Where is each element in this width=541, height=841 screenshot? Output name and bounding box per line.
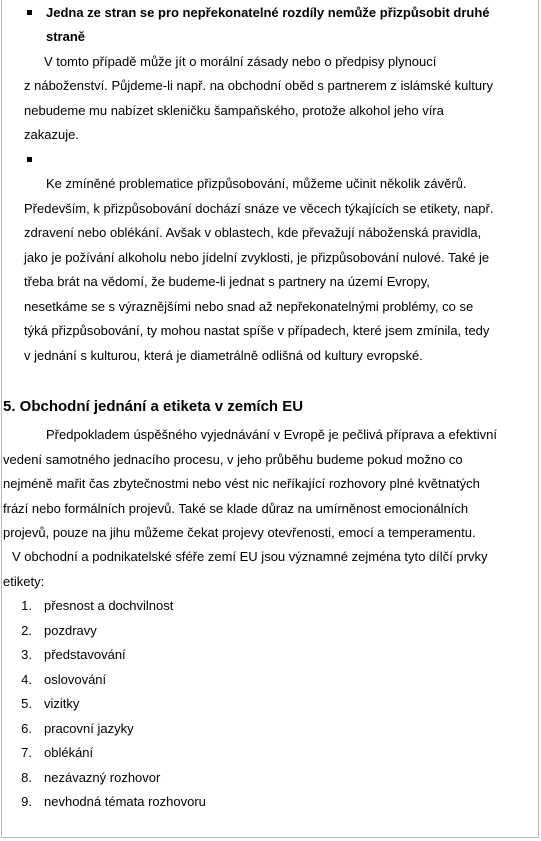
list-item — [8, 745, 93, 761]
list-item-text: vizitky — [44, 696, 80, 711]
list-item-text: představování — [44, 647, 126, 662]
list-item-number: 4. — [21, 671, 32, 687]
section5-line-3: nejméně mařit čas zbytečnostmi nebo vést nic neříkající rozhovory plné květnatých — [3, 476, 480, 491]
list-item — [8, 794, 206, 810]
list-item — [8, 672, 106, 688]
bullet2-line-1: Ke zmíněné problematice přizpůsobování, můžeme učinit několik závěrů. — [46, 176, 467, 191]
section5-line-7: etikety: — [3, 574, 45, 589]
bullet2-line-2: Především, k přizpůsobování dochází snáze ve věcech týkajících se etikety, např. — [24, 201, 494, 216]
bullet1-line-3: nebudeme mu nabízet skleničku šampaňského, protože alkohol jeho víra — [24, 103, 444, 118]
document-page — [1, 0, 539, 838]
section5-line-1: Předpokladem úspěšného vyjednávání v Evropě je pečlivá příprava a efektivní — [46, 427, 497, 442]
list-item-text: přesnost a dochvilnost — [44, 598, 174, 613]
list-item-number: 3. — [21, 647, 32, 662]
bullet1-title-line2: straně — [46, 29, 86, 44]
list-item — [8, 623, 97, 639]
list-item-number: 2. — [21, 622, 32, 638]
bullet2-line-8: v jednání s kulturou, která je diametrálně odlišná od kultury evropské. — [24, 348, 423, 363]
list-item-number: 1. — [21, 598, 32, 613]
list-item-number: 8. — [21, 769, 32, 785]
list-item-text: oslovování — [44, 671, 107, 687]
list-item-text: pracovní jazyky — [44, 720, 134, 736]
bullet2-line-4: jako je požívání alkoholu nebo jídelní zvyklosti, je přizpůsobování nulové. Také je — [24, 250, 490, 265]
list-item-text: oblékání — [44, 745, 94, 760]
list-item-number: 9. — [21, 794, 32, 809]
list-item-text: nevhodná témata rozhovoru — [44, 794, 206, 809]
bullet2-line-6: nesetkáme se s výraznějšími nebo snad až nepřekonatelnými problémy, co se — [24, 299, 474, 314]
section5-line-4: frází nebo formálních projevů. Také se klade důraz na umírněnost emocionálních — [3, 501, 469, 516]
bullet2-line-7: týká přizpůsobování, ty mohou nastat spíše v případech, které jsem zmínila, tedy — [24, 323, 490, 338]
list-item-text: pozdravy — [44, 622, 97, 638]
section-heading: 5. Obchodní jednání a etiketa v zemích EU — [3, 398, 304, 415]
list-item-number: 5. — [21, 696, 32, 711]
section5-line-6: V obchodní a podnikatelské sféře zemí EU jsou významné zejména tyto dílčí prvky — [12, 549, 488, 564]
list-item — [8, 721, 134, 737]
list-item — [8, 696, 79, 712]
bullet1-line-1: V tomto případě může jít o morální zásady nebo o předpisy plynoucí — [44, 54, 437, 69]
section5-line-2: vedení samotného jednacího procesu, v jeho průběhu budeme pokud možno co — [3, 452, 463, 467]
bullet1-line-2: z náboženství. Půjdeme-li např. na obchodní oběd s partnerem z islámské kultury — [24, 78, 493, 93]
list-item-number: 6. — [21, 720, 32, 736]
list-item — [8, 647, 126, 663]
bullet-marker — [27, 10, 32, 15]
list-item — [8, 770, 160, 786]
list-item — [8, 598, 173, 614]
bullet2-line-3: zdravení nebo oblékání. Avšak v oblastech, kde převažují náboženská pravidla, — [24, 225, 482, 240]
list-item-text: nezávazný rozhovor — [44, 769, 161, 785]
bullet-marker — [27, 157, 32, 162]
bullet2-line-5: třeba brát na vědomí, že budeme-li jednat s partnery na území Evropy, — [24, 274, 430, 289]
list-item-number: 7. — [21, 745, 32, 760]
section5-line-5: projevů, pouze na jihu můžeme čekat projevy otevřenosti, emocí a temperamentu. — [3, 525, 476, 540]
bullet1-title-line1: Jedna ze stran se pro nepřekonatelné rozdíly nemůže přizpůsobit druhé — [46, 5, 490, 20]
bullet1-line-4: zakazuje. — [24, 127, 79, 142]
